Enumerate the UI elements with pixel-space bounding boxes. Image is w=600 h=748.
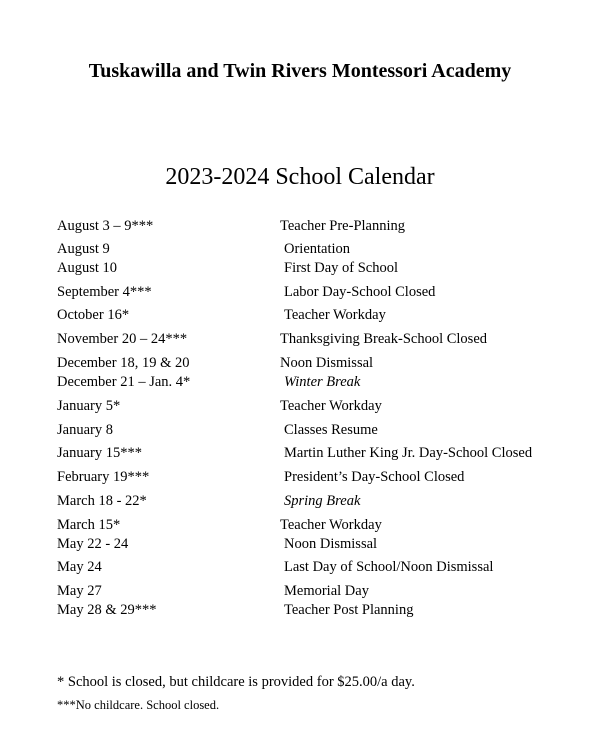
calendar-row <box>0 305 600 325</box>
calendar-row <box>0 420 600 440</box>
calendar-date: May 28 & 29*** <box>57 602 157 618</box>
calendar-date: January 8 <box>57 422 113 438</box>
calendar-date: May 27 <box>57 583 102 599</box>
calendar-event: First Day of School <box>284 260 398 276</box>
calendar-date: March 15* <box>57 517 121 533</box>
calendar-row <box>0 239 600 259</box>
calendar-title: 2023-2024 School Calendar <box>165 164 435 190</box>
calendar-row <box>0 581 600 601</box>
calendar-date: August 10 <box>57 260 118 276</box>
calendar-date: May 22 - 24 <box>57 536 129 552</box>
calendar-event: Teacher Workday <box>280 398 382 414</box>
calendar-row <box>0 396 600 416</box>
calendar-row <box>0 258 600 278</box>
calendar-event: Martin Luther King Jr. Day-School Closed <box>284 445 533 461</box>
calendar-event: Teacher Post Planning <box>284 602 414 618</box>
calendar-date: November 20 – 24*** <box>57 331 188 347</box>
calendar-row <box>0 600 600 620</box>
footnote-childcare: * School is closed, but childcare is provided for $25.00/a day. <box>57 674 415 690</box>
calendar-row <box>0 329 600 349</box>
calendar-row <box>0 353 600 373</box>
calendar-row <box>0 216 600 236</box>
school-name: Tuskawilla and Twin Rivers Montessori Academy <box>88 60 512 82</box>
calendar-row <box>0 515 600 535</box>
calendar-event: Classes Resume <box>284 422 378 438</box>
calendar-row <box>0 557 600 577</box>
calendar-date: May 24 <box>57 559 102 575</box>
calendar-date: December 21 – Jan. 4* <box>57 374 191 390</box>
calendar-date: January 15*** <box>57 445 142 461</box>
calendar-event: Teacher Workday <box>284 307 386 323</box>
calendar-event: Spring Break <box>284 493 361 509</box>
calendar-date: October 16* <box>57 307 130 323</box>
calendar-event: Winter Break <box>284 374 361 390</box>
calendar-date: March 18 - 22* <box>57 493 147 509</box>
calendar-event: Teacher Workday <box>280 517 382 533</box>
calendar-row <box>0 491 600 511</box>
calendar-event: Last Day of School/Noon Dismissal <box>284 559 494 575</box>
calendar-row <box>0 443 600 463</box>
calendar-event: Labor Day-School Closed <box>284 284 436 300</box>
calendar-date: August 9 <box>57 241 110 257</box>
calendar-date: January 5* <box>57 398 121 414</box>
calendar-event: President’s Day-School Closed <box>284 469 465 485</box>
calendar-date: February 19*** <box>57 469 150 485</box>
calendar-row <box>0 534 600 554</box>
calendar-event: Noon Dismissal <box>280 355 374 371</box>
calendar-row <box>0 372 600 392</box>
calendar-event: Noon Dismissal <box>284 536 378 552</box>
calendar-event: Orientation <box>284 241 351 257</box>
calendar-event: Thanksgiving Break-School Closed <box>280 331 488 347</box>
calendar-event: Memorial Day <box>284 583 369 599</box>
calendar-date: December 18, 19 & 20 <box>57 355 190 371</box>
calendar-event: Teacher Pre-Planning <box>280 218 406 234</box>
calendar-row <box>0 282 600 302</box>
calendar-date: September 4*** <box>57 284 152 300</box>
calendar-row <box>0 467 600 487</box>
calendar-date: August 3 – 9*** <box>57 218 154 234</box>
footnote-no-childcare: ***No childcare. School closed. <box>57 698 220 712</box>
